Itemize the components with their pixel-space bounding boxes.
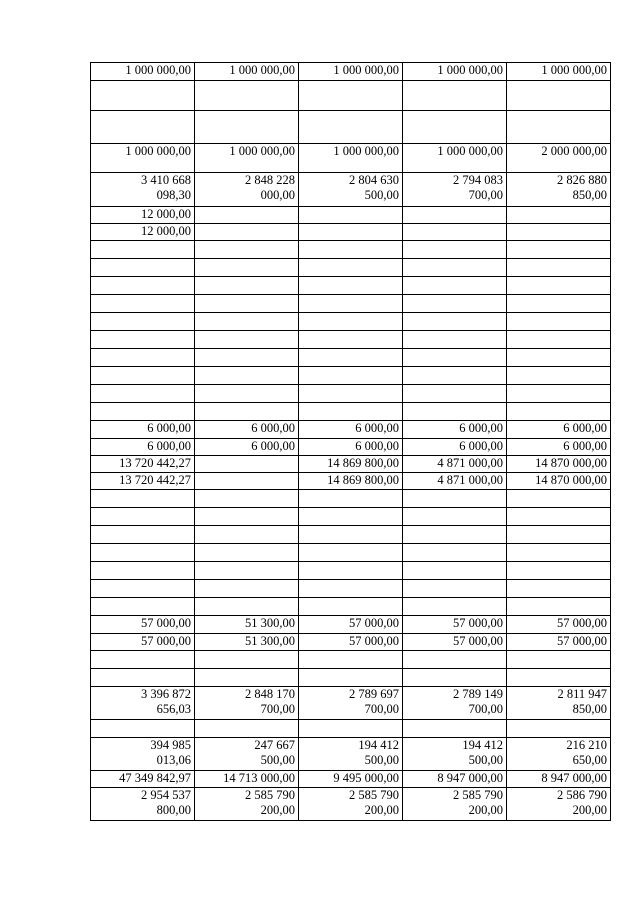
table-cell <box>403 385 507 403</box>
table-cell: 6 000,00 <box>91 421 195 439</box>
table-cell: 6 000,00 <box>507 439 611 456</box>
table-cell: 1 000 000,00 <box>91 144 195 173</box>
table-row <box>91 144 611 173</box>
table-cell <box>507 224 611 241</box>
table-cell <box>91 544 195 562</box>
table-cell <box>195 367 299 385</box>
table-cell <box>195 385 299 403</box>
table-cell <box>91 295 195 313</box>
table-cell <box>195 508 299 526</box>
table-cell: 1 000 000,00 <box>299 63 403 81</box>
table-cell <box>195 562 299 580</box>
table-cell: 3 396 872 656,03 <box>91 687 195 720</box>
table-cell <box>403 544 507 562</box>
table-row <box>91 473 611 490</box>
table-cell <box>299 526 403 544</box>
table-row <box>91 598 611 616</box>
table-cell <box>507 385 611 403</box>
table-cell <box>299 598 403 616</box>
table-row <box>91 456 611 473</box>
table-cell: 13 720 442,27 <box>91 456 195 473</box>
table-cell <box>195 403 299 421</box>
table-cell <box>195 224 299 241</box>
table-cell <box>91 259 195 277</box>
table-cell <box>91 526 195 544</box>
table-cell <box>403 207 507 224</box>
table-cell <box>91 81 195 111</box>
table-cell <box>195 241 299 259</box>
table-cell: 394 985 013,06 <box>91 738 195 771</box>
table-cell <box>195 277 299 295</box>
table-cell: 6 000,00 <box>507 421 611 439</box>
table-cell <box>195 207 299 224</box>
table-cell <box>507 669 611 687</box>
table-cell: 14 869 800,00 <box>299 473 403 490</box>
table-cell: 1 000 000,00 <box>403 63 507 81</box>
table-cell: 194 412 500,00 <box>299 738 403 771</box>
table-row <box>91 439 611 456</box>
table-cell: 1 000 000,00 <box>403 144 507 173</box>
table-row <box>91 349 611 367</box>
table-row <box>91 224 611 241</box>
table-cell: 13 720 442,27 <box>91 473 195 490</box>
table-cell: 1 000 000,00 <box>299 144 403 173</box>
table-row <box>91 788 611 821</box>
table-cell <box>299 508 403 526</box>
table-cell <box>403 349 507 367</box>
table-cell <box>299 580 403 598</box>
table-cell <box>299 295 403 313</box>
table-cell <box>403 81 507 111</box>
table-cell: 57 000,00 <box>507 634 611 651</box>
table-cell <box>507 598 611 616</box>
table-cell: 6 000,00 <box>403 439 507 456</box>
table-cell <box>403 241 507 259</box>
table-cell <box>507 259 611 277</box>
table-cell <box>195 669 299 687</box>
table-cell: 2 789 697 700,00 <box>299 687 403 720</box>
table-row <box>91 580 611 598</box>
table-cell <box>507 349 611 367</box>
table-cell <box>403 490 507 508</box>
table-cell <box>91 490 195 508</box>
table-cell <box>195 259 299 277</box>
table-cell <box>403 669 507 687</box>
table-cell <box>91 580 195 598</box>
table-cell <box>299 111 403 144</box>
table-row <box>91 421 611 439</box>
table-cell: 2 954 537 800,00 <box>91 788 195 821</box>
table-cell: 2 826 880 850,00 <box>507 173 611 207</box>
table-cell <box>195 598 299 616</box>
table-cell <box>91 331 195 349</box>
table-body <box>91 63 611 821</box>
table-cell: 8 947 000,00 <box>507 771 611 788</box>
table-cell <box>403 651 507 669</box>
table-cell <box>507 580 611 598</box>
table-cell: 8 947 000,00 <box>403 771 507 788</box>
table-cell: 6 000,00 <box>403 421 507 439</box>
table-cell <box>195 651 299 669</box>
table-cell <box>299 259 403 277</box>
table-cell <box>91 367 195 385</box>
table-cell <box>299 277 403 295</box>
table-cell: 2 848 228 000,00 <box>195 173 299 207</box>
table-cell <box>91 277 195 295</box>
table-cell <box>91 403 195 421</box>
table-cell <box>507 490 611 508</box>
table-cell <box>299 207 403 224</box>
table-cell: 3 410 668 098,30 <box>91 173 195 207</box>
table-cell <box>299 81 403 111</box>
table-cell: 57 000,00 <box>507 616 611 634</box>
table-cell <box>299 349 403 367</box>
table-cell <box>507 403 611 421</box>
table-cell <box>91 241 195 259</box>
table-cell <box>91 651 195 669</box>
table-row <box>91 111 611 144</box>
table-cell: 194 412 500,00 <box>403 738 507 771</box>
table-row <box>91 720 611 738</box>
table-cell: 216 210 650,00 <box>507 738 611 771</box>
table-row <box>91 508 611 526</box>
table-cell: 47 349 842,97 <box>91 771 195 788</box>
table-cell <box>403 598 507 616</box>
table-cell <box>299 241 403 259</box>
table-row <box>91 259 611 277</box>
table-row <box>91 173 611 207</box>
table-cell <box>195 295 299 313</box>
table-cell: 2 585 790 200,00 <box>403 788 507 821</box>
table-cell: 2 848 170 700,00 <box>195 687 299 720</box>
table-row <box>91 207 611 224</box>
table-row <box>91 490 611 508</box>
table-cell: 2 000 000,00 <box>507 144 611 173</box>
table-row <box>91 651 611 669</box>
table-row <box>91 526 611 544</box>
table-cell <box>299 385 403 403</box>
table-cell <box>299 720 403 738</box>
table-cell <box>299 669 403 687</box>
table-cell <box>403 580 507 598</box>
table-row <box>91 367 611 385</box>
table-cell: 14 713 000,00 <box>195 771 299 788</box>
table-cell <box>299 651 403 669</box>
table-cell: 12 000,00 <box>91 207 195 224</box>
table-cell: 4 871 000,00 <box>403 473 507 490</box>
table-row <box>91 385 611 403</box>
table-cell <box>403 720 507 738</box>
table-cell: 14 869 800,00 <box>299 456 403 473</box>
table-cell <box>403 526 507 544</box>
table-cell <box>403 277 507 295</box>
table-cell: 9 495 000,00 <box>299 771 403 788</box>
table-cell: 6 000,00 <box>299 439 403 456</box>
financial-table <box>90 62 611 821</box>
table-row <box>91 241 611 259</box>
table-cell <box>403 111 507 144</box>
table-row <box>91 295 611 313</box>
table-cell <box>299 367 403 385</box>
table-cell <box>91 669 195 687</box>
table-cell <box>299 544 403 562</box>
table-cell <box>507 651 611 669</box>
table-cell <box>403 367 507 385</box>
table-cell: 57 000,00 <box>403 634 507 651</box>
table-cell <box>195 111 299 144</box>
table-cell: 14 870 000,00 <box>507 456 611 473</box>
table-cell: 6 000,00 <box>299 421 403 439</box>
table-cell <box>403 259 507 277</box>
table-cell: 2 789 149 700,00 <box>403 687 507 720</box>
table-cell <box>195 313 299 331</box>
table-cell: 1 000 000,00 <box>195 144 299 173</box>
table-row <box>91 616 611 634</box>
table-cell <box>91 385 195 403</box>
table-cell <box>299 331 403 349</box>
table-cell <box>195 456 299 473</box>
table-cell <box>91 598 195 616</box>
table-cell <box>507 331 611 349</box>
table-cell <box>91 111 195 144</box>
table-cell <box>403 562 507 580</box>
table-cell: 6 000,00 <box>91 439 195 456</box>
table-cell <box>299 490 403 508</box>
table-cell <box>507 295 611 313</box>
table-cell <box>195 349 299 367</box>
table-row <box>91 277 611 295</box>
table-cell <box>195 331 299 349</box>
table-cell <box>507 720 611 738</box>
table-cell: 2 804 630 500,00 <box>299 173 403 207</box>
table-cell <box>195 720 299 738</box>
table-cell: 14 870 000,00 <box>507 473 611 490</box>
table-cell: 1 000 000,00 <box>91 63 195 81</box>
table-cell <box>195 526 299 544</box>
table-cell: 51 300,00 <box>195 634 299 651</box>
table-cell: 1 000 000,00 <box>507 63 611 81</box>
table-cell <box>507 313 611 331</box>
table-cell: 2 811 947 850,00 <box>507 687 611 720</box>
table-cell: 57 000,00 <box>91 616 195 634</box>
table-cell <box>507 544 611 562</box>
table-row <box>91 403 611 421</box>
table-cell <box>299 403 403 421</box>
table-cell <box>403 403 507 421</box>
table-row <box>91 771 611 788</box>
table-cell <box>403 508 507 526</box>
table-cell <box>195 580 299 598</box>
table-cell <box>507 277 611 295</box>
table-cell <box>403 313 507 331</box>
table-cell <box>299 562 403 580</box>
table-cell <box>91 313 195 331</box>
table-cell <box>507 81 611 111</box>
table-cell: 2 585 790 200,00 <box>299 788 403 821</box>
table-cell <box>91 720 195 738</box>
table-cell <box>195 490 299 508</box>
table-row <box>91 687 611 720</box>
table-row <box>91 63 611 81</box>
table-cell: 12 000,00 <box>91 224 195 241</box>
table-row <box>91 331 611 349</box>
table-cell <box>507 207 611 224</box>
table-cell: 51 300,00 <box>195 616 299 634</box>
table-row <box>91 669 611 687</box>
table-row <box>91 738 611 771</box>
table-cell: 6 000,00 <box>195 439 299 456</box>
table-cell: 57 000,00 <box>299 616 403 634</box>
table-cell <box>403 331 507 349</box>
table-cell <box>507 367 611 385</box>
table-cell <box>507 111 611 144</box>
table-cell <box>91 349 195 367</box>
table-cell <box>91 508 195 526</box>
table-cell <box>507 562 611 580</box>
table-cell: 6 000,00 <box>195 421 299 439</box>
table-cell <box>91 562 195 580</box>
table-cell: 57 000,00 <box>299 634 403 651</box>
table-cell <box>299 224 403 241</box>
table-row <box>91 81 611 111</box>
table-row <box>91 544 611 562</box>
table-cell <box>403 224 507 241</box>
table-cell <box>403 295 507 313</box>
table-cell: 247 667 500,00 <box>195 738 299 771</box>
table-cell: 57 000,00 <box>91 634 195 651</box>
table-cell: 2 794 083 700,00 <box>403 173 507 207</box>
table-cell <box>195 473 299 490</box>
table-cell <box>299 313 403 331</box>
table-row <box>91 634 611 651</box>
table-cell: 2 586 790 200,00 <box>507 788 611 821</box>
table-cell: 2 585 790 200,00 <box>195 788 299 821</box>
table-cell: 4 871 000,00 <box>403 456 507 473</box>
table-cell: 1 000 000,00 <box>195 63 299 81</box>
table-row <box>91 313 611 331</box>
table-cell <box>195 544 299 562</box>
table-cell: 57 000,00 <box>403 616 507 634</box>
table-row <box>91 562 611 580</box>
table-cell <box>507 241 611 259</box>
table-cell <box>195 81 299 111</box>
table-cell <box>507 526 611 544</box>
table-cell <box>507 508 611 526</box>
